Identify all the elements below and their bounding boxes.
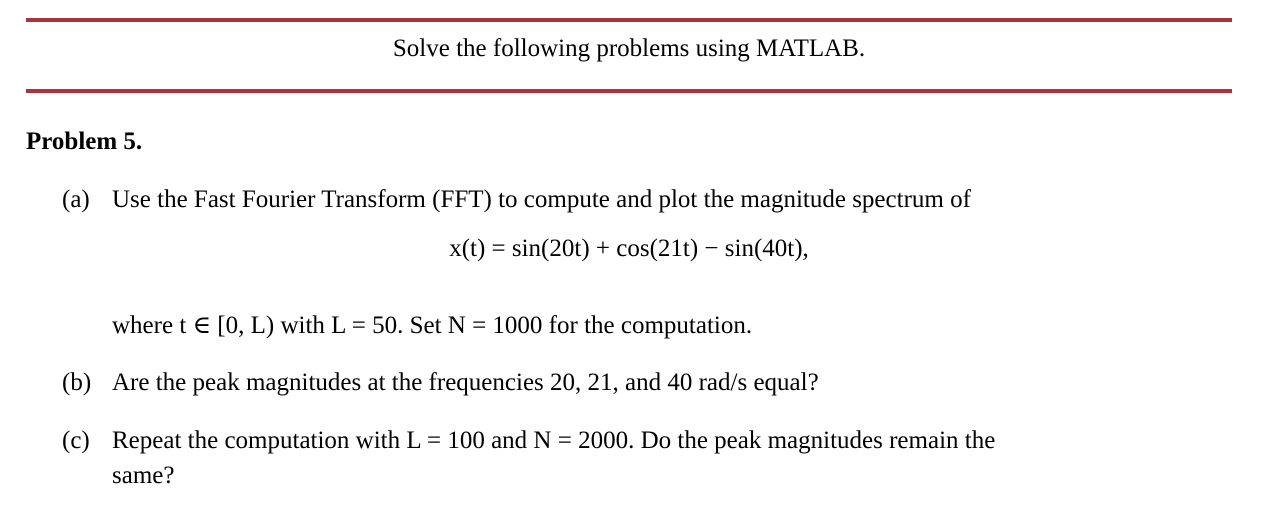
- top-rule: [26, 18, 1232, 22]
- part-b-text: Are the peak magnitudes at the frequencies 20, 21, and 40 rad/s equal?: [112, 369, 819, 396]
- part-a-continuation: where t ∈ [0, L) with L = 50. Set N = 1000 for the computation.: [112, 312, 753, 339]
- part-a-text: Use the Fast Fourier Transform (FFT) to compute and plot the magnitude spectrum of: [112, 186, 971, 213]
- part-c-label: (c): [62, 427, 90, 454]
- part-b-label: (b): [62, 369, 92, 396]
- part-c-text-line2: same?: [112, 462, 175, 489]
- part-a-equation: x(t) = sin(20t) + cos(21t) − sin(40t),: [449, 235, 809, 262]
- banner-title: Solve the following problems using MATLAB.: [392, 35, 866, 62]
- problem-title: Problem 5.: [26, 128, 143, 155]
- bottom-rule: [26, 89, 1232, 93]
- part-a-label: (a): [62, 186, 90, 213]
- part-c-text-line1: Repeat the computation with L = 100 and N = 2000. Do the peak magnitudes remain the: [112, 427, 996, 454]
